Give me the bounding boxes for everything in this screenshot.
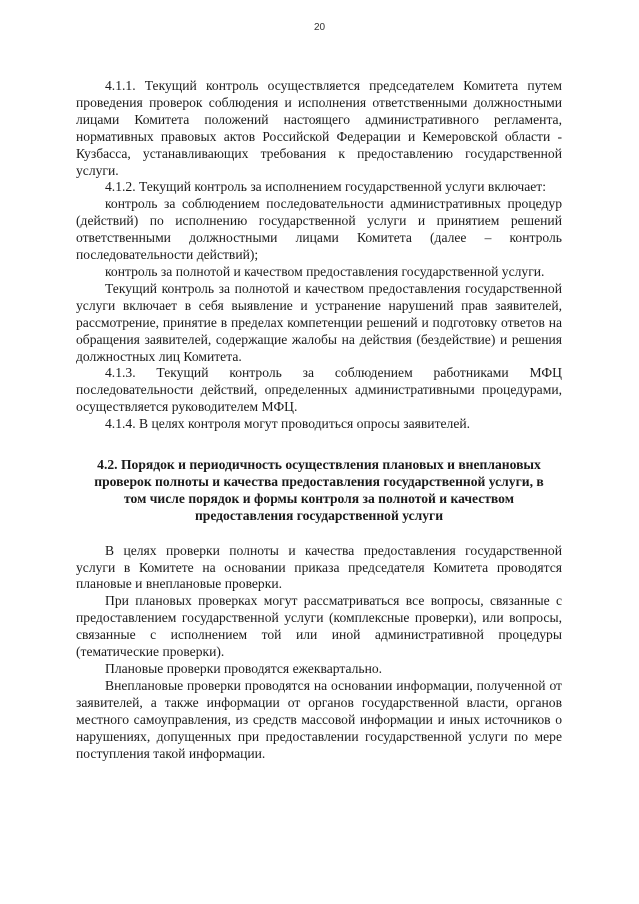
paragraph-inspections-basis: В целях проверки полноты и качества предоставления государственной услуги в Комитете на основании приказа председателя Комитета проводятся плановые и внеплановые проверки. bbox=[76, 542, 562, 592]
paragraph-planned-inspections-scope: При плановых проверках могут рассматриваться все вопросы, связанные с предоставлением государственной услуги (комплексные проверки), или вопросы, связанные с исполнением той или иной административной процедуры (тематические проверки). bbox=[76, 593, 562, 660]
paragraph-4-1-3: 4.1.3. Текущий контроль за соблюдением работниками МФЦ последовательности действий, определенных административными процедурами, осуществляется руководителем МФЦ. bbox=[76, 365, 562, 415]
paragraph-4-1-1: 4.1.1. Текущий контроль осуществляется председателем Комитета путем проведения проверок соблюдения и исполнения ответственными должностными лицами Комитета положений настоящего административного регламента, нормативных правовых актов Российской Федерации и Кемеровской области - Кузбасса, устанавливающих требования к предоставлению государственной услуги. bbox=[76, 78, 562, 178]
section-heading-4-2: 4.2. Порядок и периодичность осуществления плановых и внеплановых проверок полноты и качества предоставления государственной услуги, в том числе порядок и формы контроля за полнотой и качеством предоставления государственной услуги bbox=[94, 457, 544, 523]
page-number: 20 bbox=[313, 22, 326, 33]
paragraph-sequence-control: контроль за соблюдением последовательности административных процедур (действий) по исполнению государственной услуги и принятием решений ответственными должностными лицами Комитета (далее – контроль последовательности действий); bbox=[76, 196, 562, 263]
paragraph-4-1-4: 4.1.4. В целях контроля могут проводиться опросы заявителей. bbox=[105, 416, 471, 432]
paragraph-planned-frequency: Плановые проверки проводятся ежеквартально. bbox=[105, 661, 383, 676]
paragraph-quality-control: контроль за полнотой и качеством предоставления государственной услуги. bbox=[105, 263, 545, 279]
document-body bbox=[76, 78, 562, 762]
paragraph-current-control-scope: Текущий контроль за полнотой и качеством предоставления государственной услуги включает в себя выявление и устранение нарушений прав заявителей, рассмотрение, принятие в пределах компетенции решений и подготовку ответов на обращения заявителей, содержащие жалобы на действия (бездействие) и решения должностных лиц Комитета. bbox=[76, 280, 562, 364]
paragraph-unplanned-inspections: Внеплановые проверки проводятся на основании информации, полученной от заявителей, а также информации от органов государственной власти, органов местного самоуправления, из средств массовой информации и иных источников о нарушениях, допущенных при предоставлении государственной услуги по мере поступления такой информации. bbox=[76, 677, 562, 761]
paragraph-4-1-2: 4.1.2. Текущий контроль за исполнением государственной услуги включает: bbox=[105, 179, 546, 195]
